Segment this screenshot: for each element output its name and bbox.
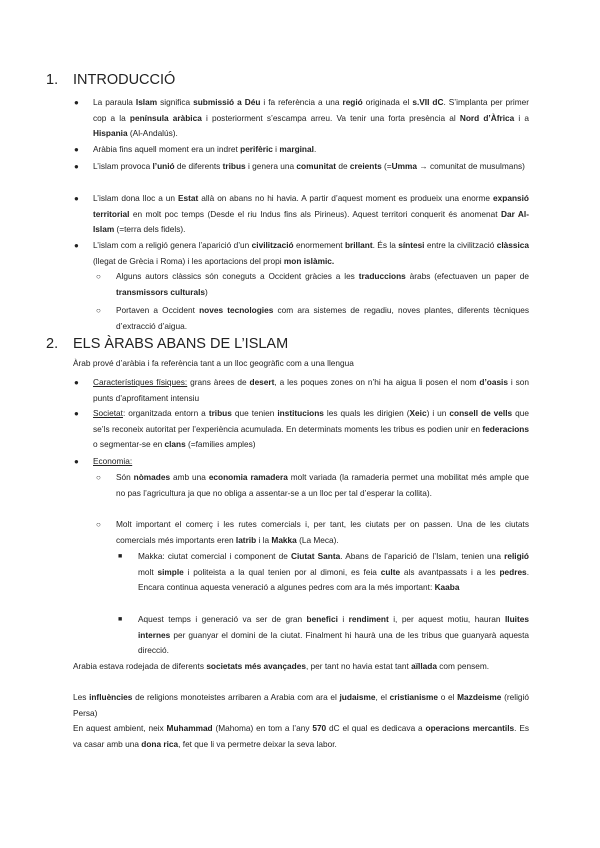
bullet-dot: ● (74, 194, 79, 203)
bullet-text: Societat: organitzada entorn a tribus que tenien institucions les quals les dirigien (Xeic) i un consell de vells que se’ls reconeix autoritat per l’experiència acumulada. En determinats moments les tribus es podien unir en federacions o segmentar-se en clans (=families amples) (93, 408, 529, 450)
bullet-dot: ● (74, 378, 79, 387)
section-2-title: ELS ÀRABS ABANS DE L’ISLAM (73, 336, 289, 352)
bullet-text: Són nòmades amb una economia ramadera molt variada (la ramaderia permet una mobilitat més ample que no pas l’agricultura ja que no obliga a assentar-se a un lloc per tal d’esperar la collita). (116, 472, 529, 498)
paragraph: Les influències de religions monoteistes arribaren a Arabia com ara el judaisme, el cristianisme o el Mazdeisme (religió Persa) (73, 692, 529, 718)
paragraph: Àrab prové d’aràbia i fa referència tant a un lloc geogràfic com a una llengua (73, 358, 354, 368)
bullet-text: L’islam provoca l’unió de diferents tribus i genera una comunitat de creients (=Umma → comunitat de musulmans) (93, 161, 525, 171)
bullet-text: Alguns autors clàssics són coneguts a Occident gràcies a les traduccions àrabs (efectuaven un paper de transmissors culturals) (116, 271, 529, 297)
paragraph: En aquest ambient, neix Muhammad (Mahoma) en tom a l’any 570 dC el qual es dedicava a operacions mercantils. Es va casar amb una dona rica, fet que li va permetre deixar la seva labor. (73, 723, 530, 749)
bullet-dot: ● (74, 98, 79, 107)
bullet-circle: ○ (96, 272, 101, 281)
section-1-heading (46, 72, 175, 88)
bullet-dot: ● (74, 457, 79, 466)
bullet-circle: ○ (96, 306, 101, 315)
bullet-dot: ● (74, 145, 79, 154)
bullet-text: Característiques físiques: grans àrees de desert, a les poques zones on n’hi ha aigua li posen el nom d’oasis i son punts d’aprofitament intensiu (93, 377, 529, 403)
section-2-number: 2. (46, 336, 59, 352)
bullet-circle: ○ (96, 473, 101, 482)
bullet-text: Aràbia fins aquell moment era un indret perifèric i marginal. (93, 144, 317, 154)
bullet-text: Molt important el comerç i les rutes comercials i, per tant, les ciutats per on passen. Una de les ciutats comercials més importants eren Iatrib i la Makka (La Meca). (116, 519, 529, 545)
bullet-dot: ● (74, 241, 79, 250)
paragraph: Arabia estava rodejada de diferents societats més avançades, per tant no havia estat tant aïllada com pensem. (73, 661, 490, 671)
section-1-title: INTRODUCCIÓ (73, 72, 176, 88)
section-1-number: 1. (46, 72, 59, 88)
bullet-text: Portaven a Occident noves tecnologies com ara sistemes de regadiu, noves plantes, diferents tècniques d’extracció d’aigua. (116, 305, 530, 331)
bullet-text: Economia: (93, 456, 133, 466)
bullet-text: La paraula Islam significa submissió a Déu i fa referència a una regió originada el s.VII dC. S’implanta per primer cop a la península aràbica i posteriorment s’escampa arreu. Va tenir una forta presència al Nord d’Àfrica i a Hispania (Al-Andalús). (93, 97, 529, 139)
bullet-dot: ● (74, 162, 79, 171)
bullet-text: Makka: ciutat comercial i component de Ciutat Santa. Abans de l’aparició de l’Islam, tenien una religió molt simple i politeista a la qual tenien por al dimoni, es feia culte als avantpassats i a les pedres. Encara continua aquesta veneració a algunes pedres com ara la més important: Kaaba (138, 551, 530, 593)
bullet-square: ■ (118, 553, 123, 560)
bullet-text: L’islam com a religió genera l’aparició d’un civilització enormement brillant. És la síntesi entre la civilització clàssica (llegat de Grècia i Roma) i les aportacions del propi mon islàmic. (93, 240, 529, 266)
bullet-dot: ● (74, 409, 79, 418)
bullet-text: L’islam dona lloc a un Estat allà on abans no hi havia. A partir d’aquest moment es produeix una enorme expansió territorial en molt poc temps (Desde el riu Indus fins als Pirineus). Aquest territori conquerit és anomenat Dar Al-Islam (=terra dels fidels). (93, 193, 529, 235)
bullet-circle: ○ (96, 520, 101, 529)
bullet-square: ■ (118, 616, 123, 623)
section-2-heading (46, 336, 288, 352)
bullet-text: Aquest temps i generació va ser de gran benefici i rendiment i, per aquest motiu, hauran lluites internes per guanyar el domini de la ciutat. Finalment hi haurà una de les tribus que guanyarà aquesta direcció. (138, 614, 529, 656)
